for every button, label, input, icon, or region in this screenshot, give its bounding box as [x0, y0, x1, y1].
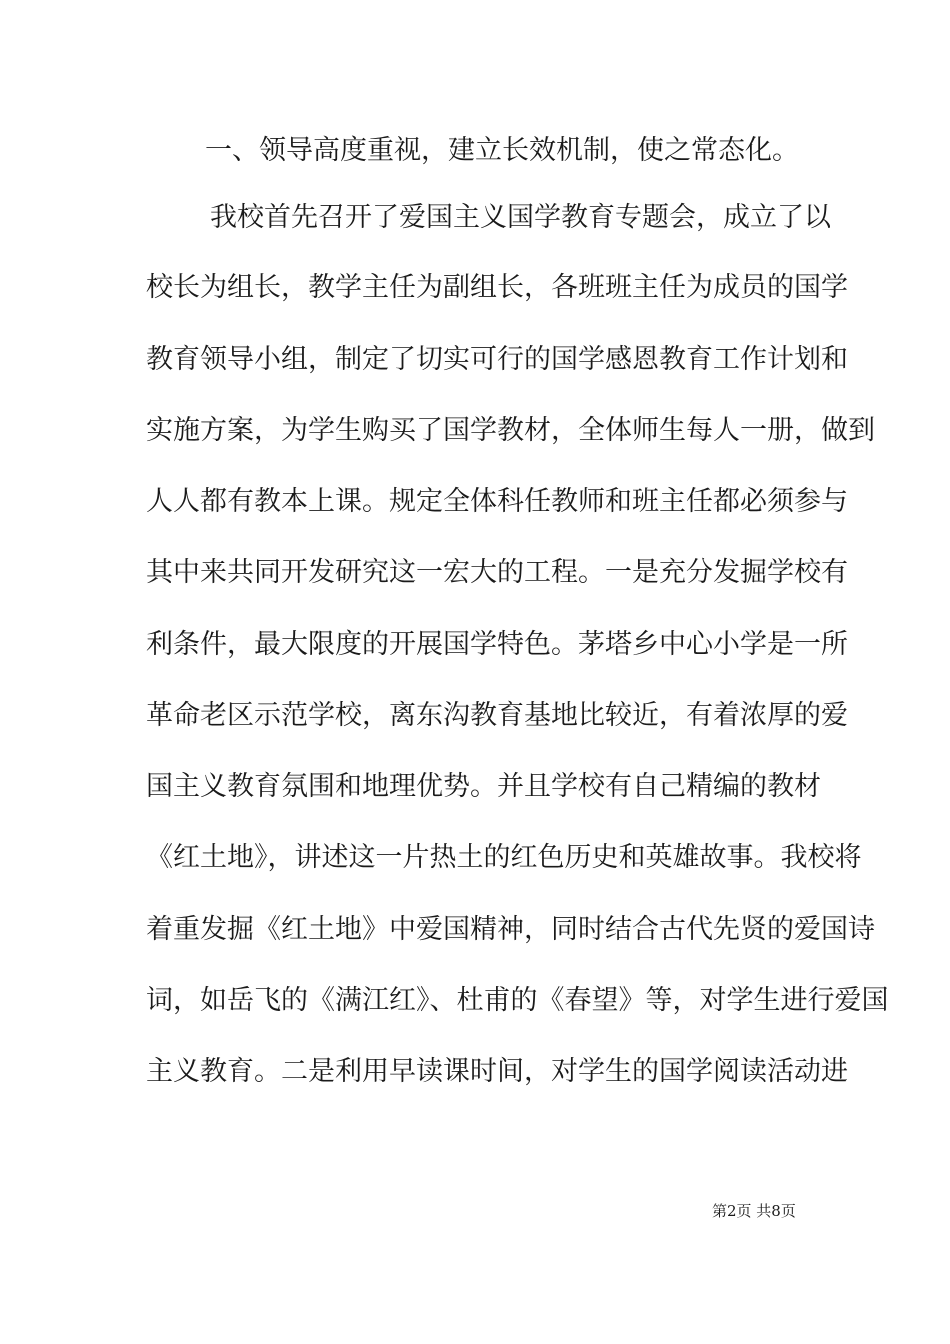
paragraph-line-10: 《红土地》，讲述这一片热土的红色历史和英雄故事。我校将 — [146, 842, 862, 873]
paragraph-line-1: 我校首先召开了爱国主义国学教育专题会，成立了以 — [210, 202, 831, 233]
paragraph-line-7: 利条件，最大限度的开展国学特色。茅塔乡中心小学是一所 — [146, 629, 848, 660]
paragraph-line-2: 校长为组长，教学主任为副组长，各班班主任为成员的国学 — [146, 272, 848, 303]
paragraph-line-8: 革命老区示范学校，离东沟教育基地比较近，有着浓厚的爱 — [146, 700, 848, 731]
paragraph-line-13: 主义教育。二是利用早读课时间，对学生的国学阅读活动进 — [146, 1056, 848, 1087]
section-heading: 一、领导高度重视，建立长效机制，使之常态化。 — [205, 135, 799, 166]
page-number-footer: 第2页 共8页 — [712, 1202, 796, 1220]
paragraph-line-6: 其中来共同开发研究这一宏大的工程。一是充分发掘学校有 — [146, 557, 848, 588]
paragraph-line-5: 人人都有教本上课。规定全体科任教师和班主任都必须参与 — [146, 486, 848, 517]
paragraph-line-11: 着重发掘《红土地》中爱国精神，同时结合古代先贤的爱国诗 — [146, 914, 875, 945]
paragraph-line-12: 词，如岳飞的《满江红》、杜甫的《春望》等，对学生进行爱国 — [146, 985, 889, 1016]
paragraph-line-9: 国主义教育氛围和地理优势。并且学校有自己精编的教材 — [146, 771, 821, 802]
paragraph-line-3: 教育领导小组，制定了切实可行的国学感恩教育工作计划和 — [146, 344, 848, 375]
paragraph-line-4: 实施方案，为学生购买了国学教材，全体师生每人一册，做到 — [146, 415, 875, 446]
